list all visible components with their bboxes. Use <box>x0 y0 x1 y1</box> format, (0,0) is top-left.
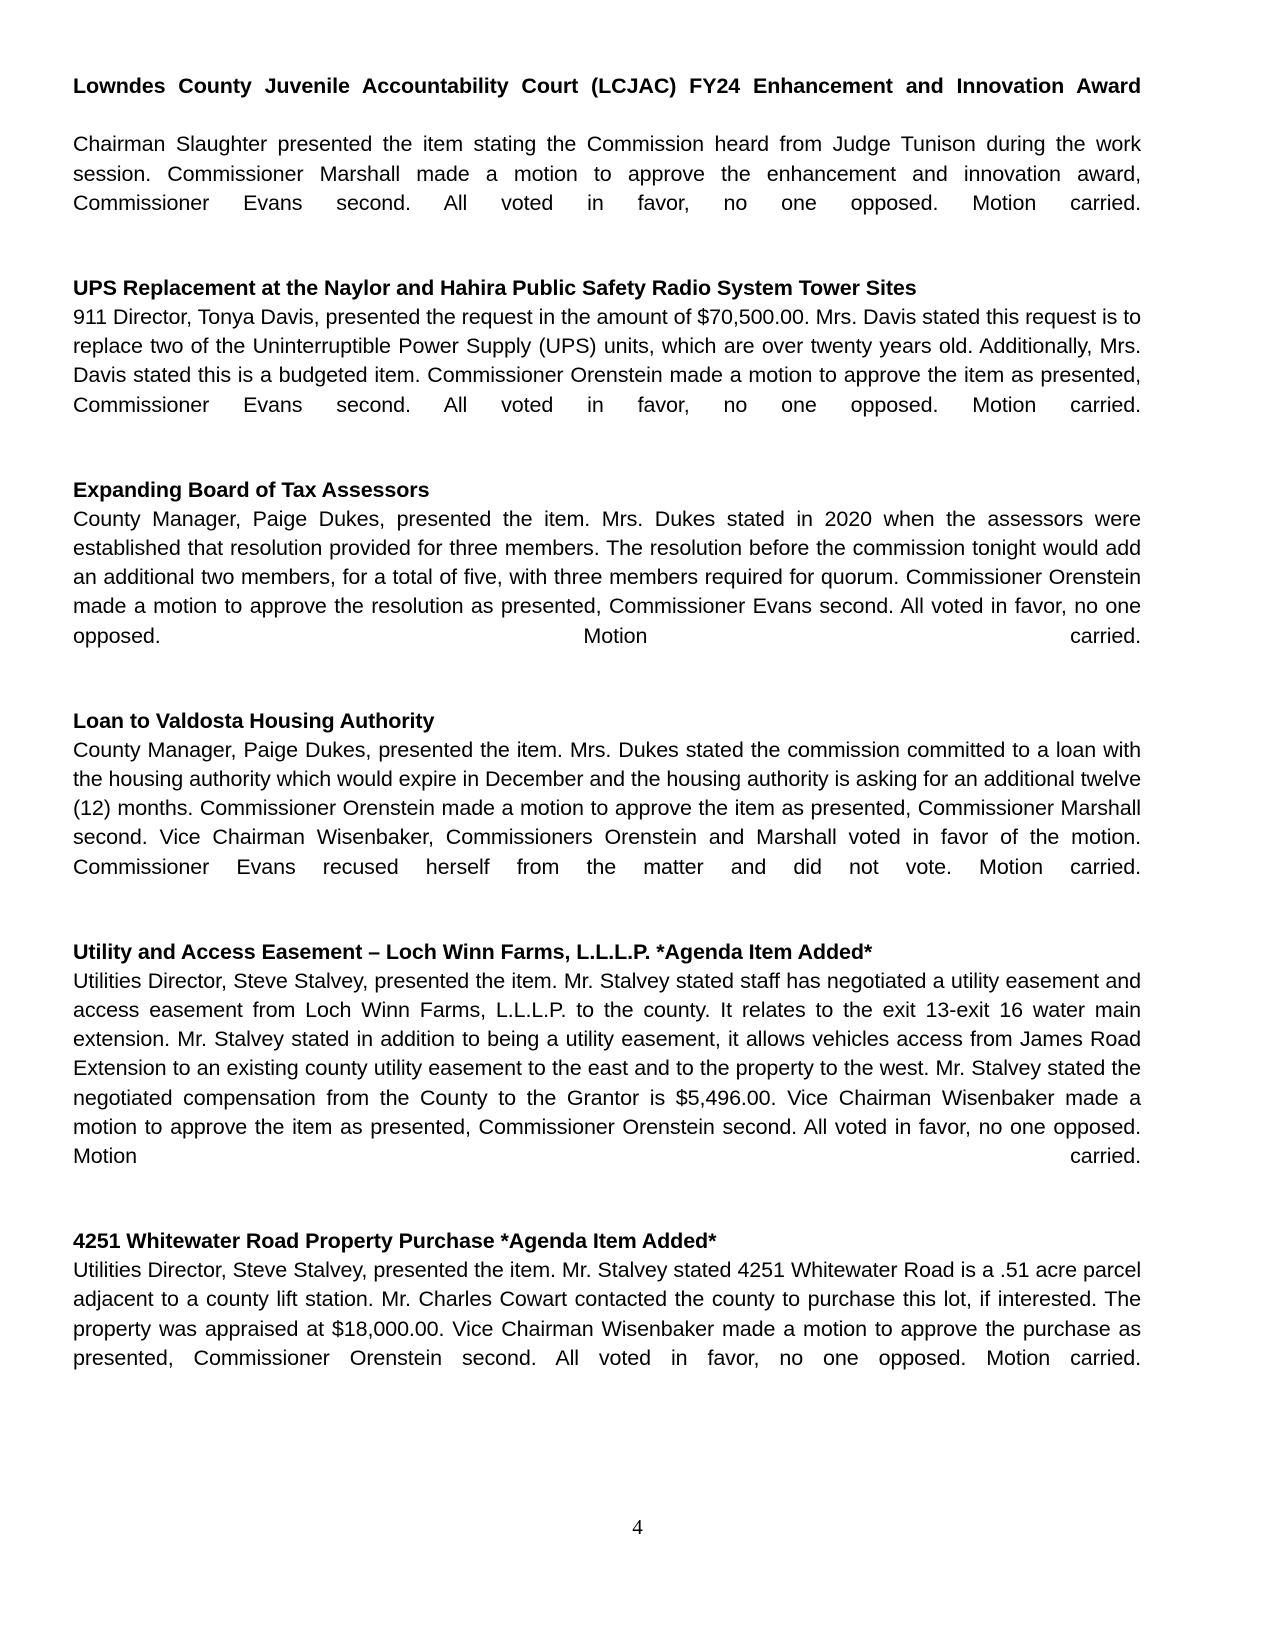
section-heading-expanding-board-tax-assessors: Expanding Board of Tax Assessors <box>73 477 430 502</box>
section-body-ups-replacement: 911 Director, Tonya Davis, presented the request in the amount of $70,500.00. Mrs. Davis stated this request is to replace two of the Uninterruptible Power Supply (UPS) units, which are over twenty years old. Additionally, Mrs. Davis stated this is a budgeted item. Commissioner Orenstein made a motion to approve the item as presented, Commissioner Evans second. All voted in favor, no one opposed. Motion carried. <box>73 305 1141 417</box>
section-body-lcjac-award: Chairman Slaughter presented the item stating the Commission heard from Judge Tunison during the work session. Commissioner Marshall made a motion to approve the enhancement and innovation award, Commissioner Evans second. All voted in favor, no one opposed. Motion carried. <box>73 132 1141 215</box>
minutes-section <box>73 72 1141 247</box>
section-body-whitewater-road-property-purchase: Utilities Director, Steve Stalvey, presented the item. Mr. Stalvey stated 4251 Whitewater Road is a .51 acre parcel adjacent to a county lift station. Mr. Charles Cowart contacted the county to purchase this lot, if interested. The property was appraised at $18,000.00. Vice Chairman Wisenbaker made a motion to approve the purchase as presented, Commissioner Orenstein second. All voted in favor, no one opposed. Motion carried. <box>73 1258 1141 1370</box>
document-body <box>73 72 1141 1402</box>
page-number: 4 <box>632 1515 643 1539</box>
minutes-section <box>73 707 1141 911</box>
section-body-loan-valdosta-housing-authority: County Manager, Paige Dukes, presented the item. Mrs. Dukes stated the commission committed to a loan with the housing authority which would expire in December and the housing authority is asking for an additional twelve (12) months. Commissioner Orenstein made a motion to approve the item as presented, Commissioner Marshall second. Vice Chairman Wisenbaker, Commissioners Orenstein and Marshall voted in favor of the motion. Commissioner Evans recused herself from the matter and did not vote. Motion carried. <box>73 738 1141 879</box>
minutes-section <box>73 1227 1141 1402</box>
section-heading-whitewater-road-property-purchase: 4251 Whitewater Road Property Purchase *Agenda Item Added* <box>73 1229 717 1254</box>
section-heading-loan-valdosta-housing-authority: Loan to Valdosta Housing Authority <box>73 708 435 733</box>
section-heading-utility-access-easement: Utility and Access Easement – Loch Winn Farms, L.L.L.P. *Agenda Item Added* <box>73 939 873 964</box>
section-body-expanding-board-tax-assessors: County Manager, Paige Dukes, presented the item. Mrs. Dukes stated in 2020 when the assessors were established that resolution provided for three members. The resolution before the commission tonight would add an additional two members, for a total of five, with three members required for quorum. Commissioner Orenstein made a motion to approve the resolution as presented, Commissioner Evans second. All voted in favor, no one opposed. Motion carried. <box>73 507 1141 648</box>
section-heading-ups-replacement: UPS Replacement at the Naylor and Hahira Public Safety Radio System Tower Sites <box>73 275 917 300</box>
minutes-section <box>73 274 1141 449</box>
minutes-section <box>73 938 1141 1200</box>
section-heading-lcjac-award: Lowndes County Juvenile Accountability Court (LCJAC) FY24 Enhancement and Innovation Award <box>73 74 1141 98</box>
section-body-utility-access-easement: Utilities Director, Steve Stalvey, presented the item. Mr. Stalvey stated staff has negotiated a utility easement and access easement from Loch Winn Farms, L.L.L.P. to the county. It relates to the exit 13-exit 16 water main extension. Mr. Stalvey stated in addition to being a utility easement, it allows vehicles access from James Road Extension to an existing county utility easement to the east and to the property to the west. Mr. Stalvey stated the negotiated compensation from the County to the Grantor is $5,496.00. Vice Chairman Wisenbaker made a motion to approve the item as presented, Commissioner Orenstein second. All voted in favor, no one opposed. Motion carried. <box>73 969 1141 1168</box>
minutes-section <box>73 476 1141 680</box>
